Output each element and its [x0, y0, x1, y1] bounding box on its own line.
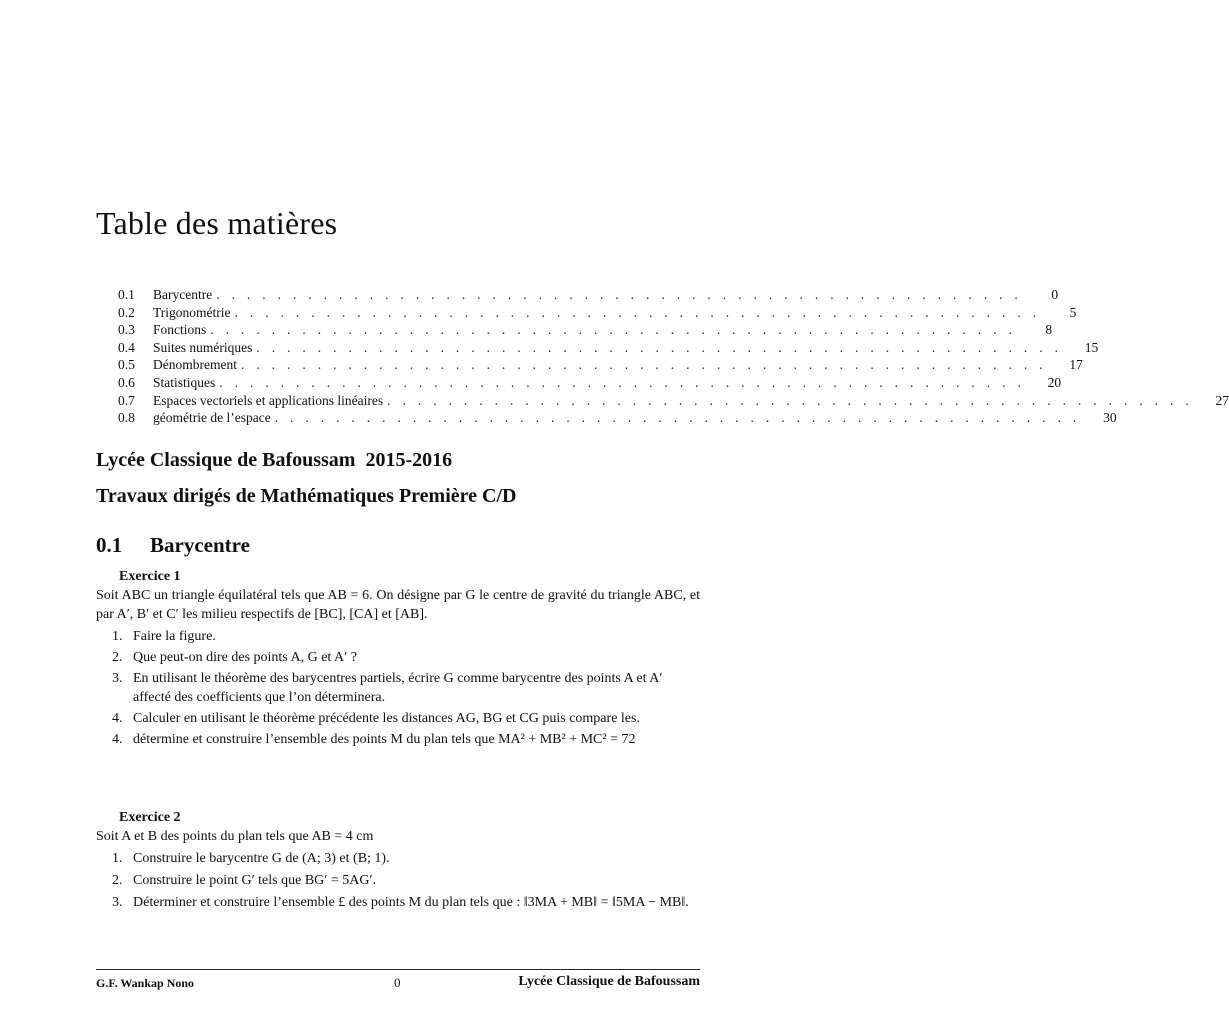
toc-entry[interactable] [118, 304, 1077, 323]
school-name: Lycée Classique de Bafoussam [96, 449, 356, 471]
section-heading [96, 533, 250, 558]
item-text: Construire le barycentre G de (A; 3) et (B; 1). [133, 851, 390, 866]
item-text: En utilisant le théorème des barycentres partiels, écrire G comme barycentre des points A et A′ affecté des coefficients que l’on déterminera. [133, 671, 663, 705]
school-year: 2015-2016 [365, 449, 453, 471]
section-number: 0.1 [96, 533, 123, 557]
toc-entry-label: Fonctions [153, 322, 210, 338]
item-number: 4. [112, 732, 123, 747]
exercise-1-questions [96, 627, 700, 749]
footer-author: G.F. Wankap Nono [96, 976, 195, 990]
list-item [96, 871, 700, 890]
toc-entry-page: 5 [1040, 305, 1076, 321]
item-text: Construire le point G′ tels que BG′ = 5AG′. [133, 873, 377, 888]
item-text: Faire la figure. [133, 629, 216, 644]
toc-leader-dots: . . . . . . . . . . . . . . . . . . . . . . . . . . . . . . . . . . . . . . . . . . . . . . . . . . . . . [387, 392, 1194, 408]
item-text: détermine et construire l’ensemble des points M du plan tels que MA² + MB² + MC² = 72 [133, 732, 636, 747]
list-item [96, 893, 700, 912]
school-heading [96, 449, 452, 472]
toc-leader-dots: . . . . . . . . . . . . . . . . . . . . . . . . . . . . . . . . . . . . . . . . . . . . . . . . . . . . . [210, 322, 1017, 338]
toc-leader-dots: . . . . . . . . . . . . . . . . . . . . . . . . . . . . . . . . . . . . . . . . . . . . . . . . . . . . . [274, 410, 1081, 426]
toc-entry-label: géométrie de l’espace [153, 410, 275, 426]
table-of-contents [118, 287, 1229, 428]
item-text: Déterminer et construire l’ensemble £ des points M du plan tels que : ‖3MA + MB‖ = ‖5MA − MB‖. [133, 895, 689, 910]
item-number: 3. [112, 895, 123, 910]
toc-entry-number: 0.7 [118, 392, 135, 408]
exercise-2-statement: Soit A et B des points du plan tels que AB = 4 cm [96, 829, 374, 844]
toc-leader-dots: . . . . . . . . . . . . . . . . . . . . . . . . . . . . . . . . . . . . . . . . . . . . . . . . . . . . . [240, 357, 1047, 373]
item-number: 1. [112, 851, 123, 866]
list-item [96, 669, 700, 707]
toc-entry-page: 0 [1022, 287, 1058, 303]
toc-entry-number: 0.6 [118, 374, 135, 390]
toc-entry-label: Dénombrement [153, 357, 241, 373]
toc-entry-label: Suites numériques [153, 340, 256, 356]
item-number: 1. [112, 629, 123, 644]
toc-entry[interactable] [118, 322, 1053, 340]
footer-school: Lycée Classique de Bafoussam [518, 974, 700, 989]
toc-entry-number: 0.5 [118, 357, 135, 373]
toc-entry[interactable] [118, 287, 1059, 305]
list-item [96, 849, 700, 868]
toc-entry[interactable] [118, 374, 1062, 393]
item-number: 2. [112, 873, 123, 888]
list-item [96, 627, 700, 646]
item-text: Que peut-on dire des points A, G et A′ ? [133, 650, 357, 665]
toc-entry-number: 0.8 [118, 410, 135, 426]
footer-page-number: 0 [394, 975, 401, 990]
toc-leader-dots: . . . . . . . . . . . . . . . . . . . . . . . . . . . . . . . . . . . . . . . . . . . . . . . . . . . . . [234, 304, 1041, 320]
section-title: Barycentre [150, 533, 250, 557]
toc-entry-label: Barycentre [153, 287, 216, 303]
toc-entry-number: 0.4 [118, 339, 135, 355]
toc-entry[interactable] [118, 357, 1083, 375]
toc-entry-page: 20 [1025, 375, 1061, 391]
list-item [96, 709, 700, 728]
toc-entry[interactable] [118, 410, 1117, 428]
toc-entry-page: 30 [1081, 410, 1117, 426]
toc-entry[interactable] [118, 339, 1099, 358]
exercise-1-title: Exercice 1 [119, 569, 181, 584]
item-text: Calculer en utilisant le théorème précédente les distances AG, BG et CG puis compare les. [133, 711, 640, 726]
item-number: 4. [112, 711, 123, 726]
toc-entry-label: Trigonométrie [153, 305, 235, 321]
toc-entry-page: 17 [1047, 357, 1083, 373]
exercise-1-statement: Soit ABC un triangle équilatéral tels que AB = 6. On désigne par G le centre de gravité du triangle ABC, et par A′, B′ et C′ les milieu respectifs de [BC], [CA] et [AB]. [96, 588, 700, 622]
toc-entry[interactable] [118, 392, 1229, 411]
list-item [96, 648, 700, 667]
footer-divider [96, 969, 700, 970]
toc-entry-number: 0.3 [118, 322, 135, 338]
toc-entry-page: 27 [1193, 393, 1229, 409]
toc-entry-label: Statistiques [153, 375, 219, 391]
toc-title: Table des matières [96, 205, 338, 241]
page-footer [96, 974, 700, 994]
toc-leader-dots: . . . . . . . . . . . . . . . . . . . . . . . . . . . . . . . . . . . . . . . . . . . . . . . . . . . . . [219, 374, 1026, 390]
item-number: 2. [112, 650, 123, 665]
toc-entry-page: 8 [1016, 322, 1052, 338]
list-item [96, 730, 700, 749]
worksheet-subtitle: Travaux dirigés de Mathématiques Première C/D [96, 485, 517, 507]
toc-entry-page: 15 [1062, 340, 1098, 356]
toc-entry-number: 0.1 [118, 287, 135, 302]
exercise-2-title: Exercice 2 [119, 810, 181, 825]
toc-entry-label: Espaces vectoriels et applications linéaires [153, 393, 387, 409]
exercise-2-questions [96, 849, 700, 912]
item-number: 3. [112, 671, 123, 686]
toc-entry-number: 0.2 [118, 304, 135, 320]
toc-leader-dots: . . . . . . . . . . . . . . . . . . . . . . . . . . . . . . . . . . . . . . . . . . . . . . . . . . . . . [256, 339, 1063, 355]
toc-leader-dots: . . . . . . . . . . . . . . . . . . . . . . . . . . . . . . . . . . . . . . . . . . . . . . . . . . . . . [216, 287, 1023, 302]
